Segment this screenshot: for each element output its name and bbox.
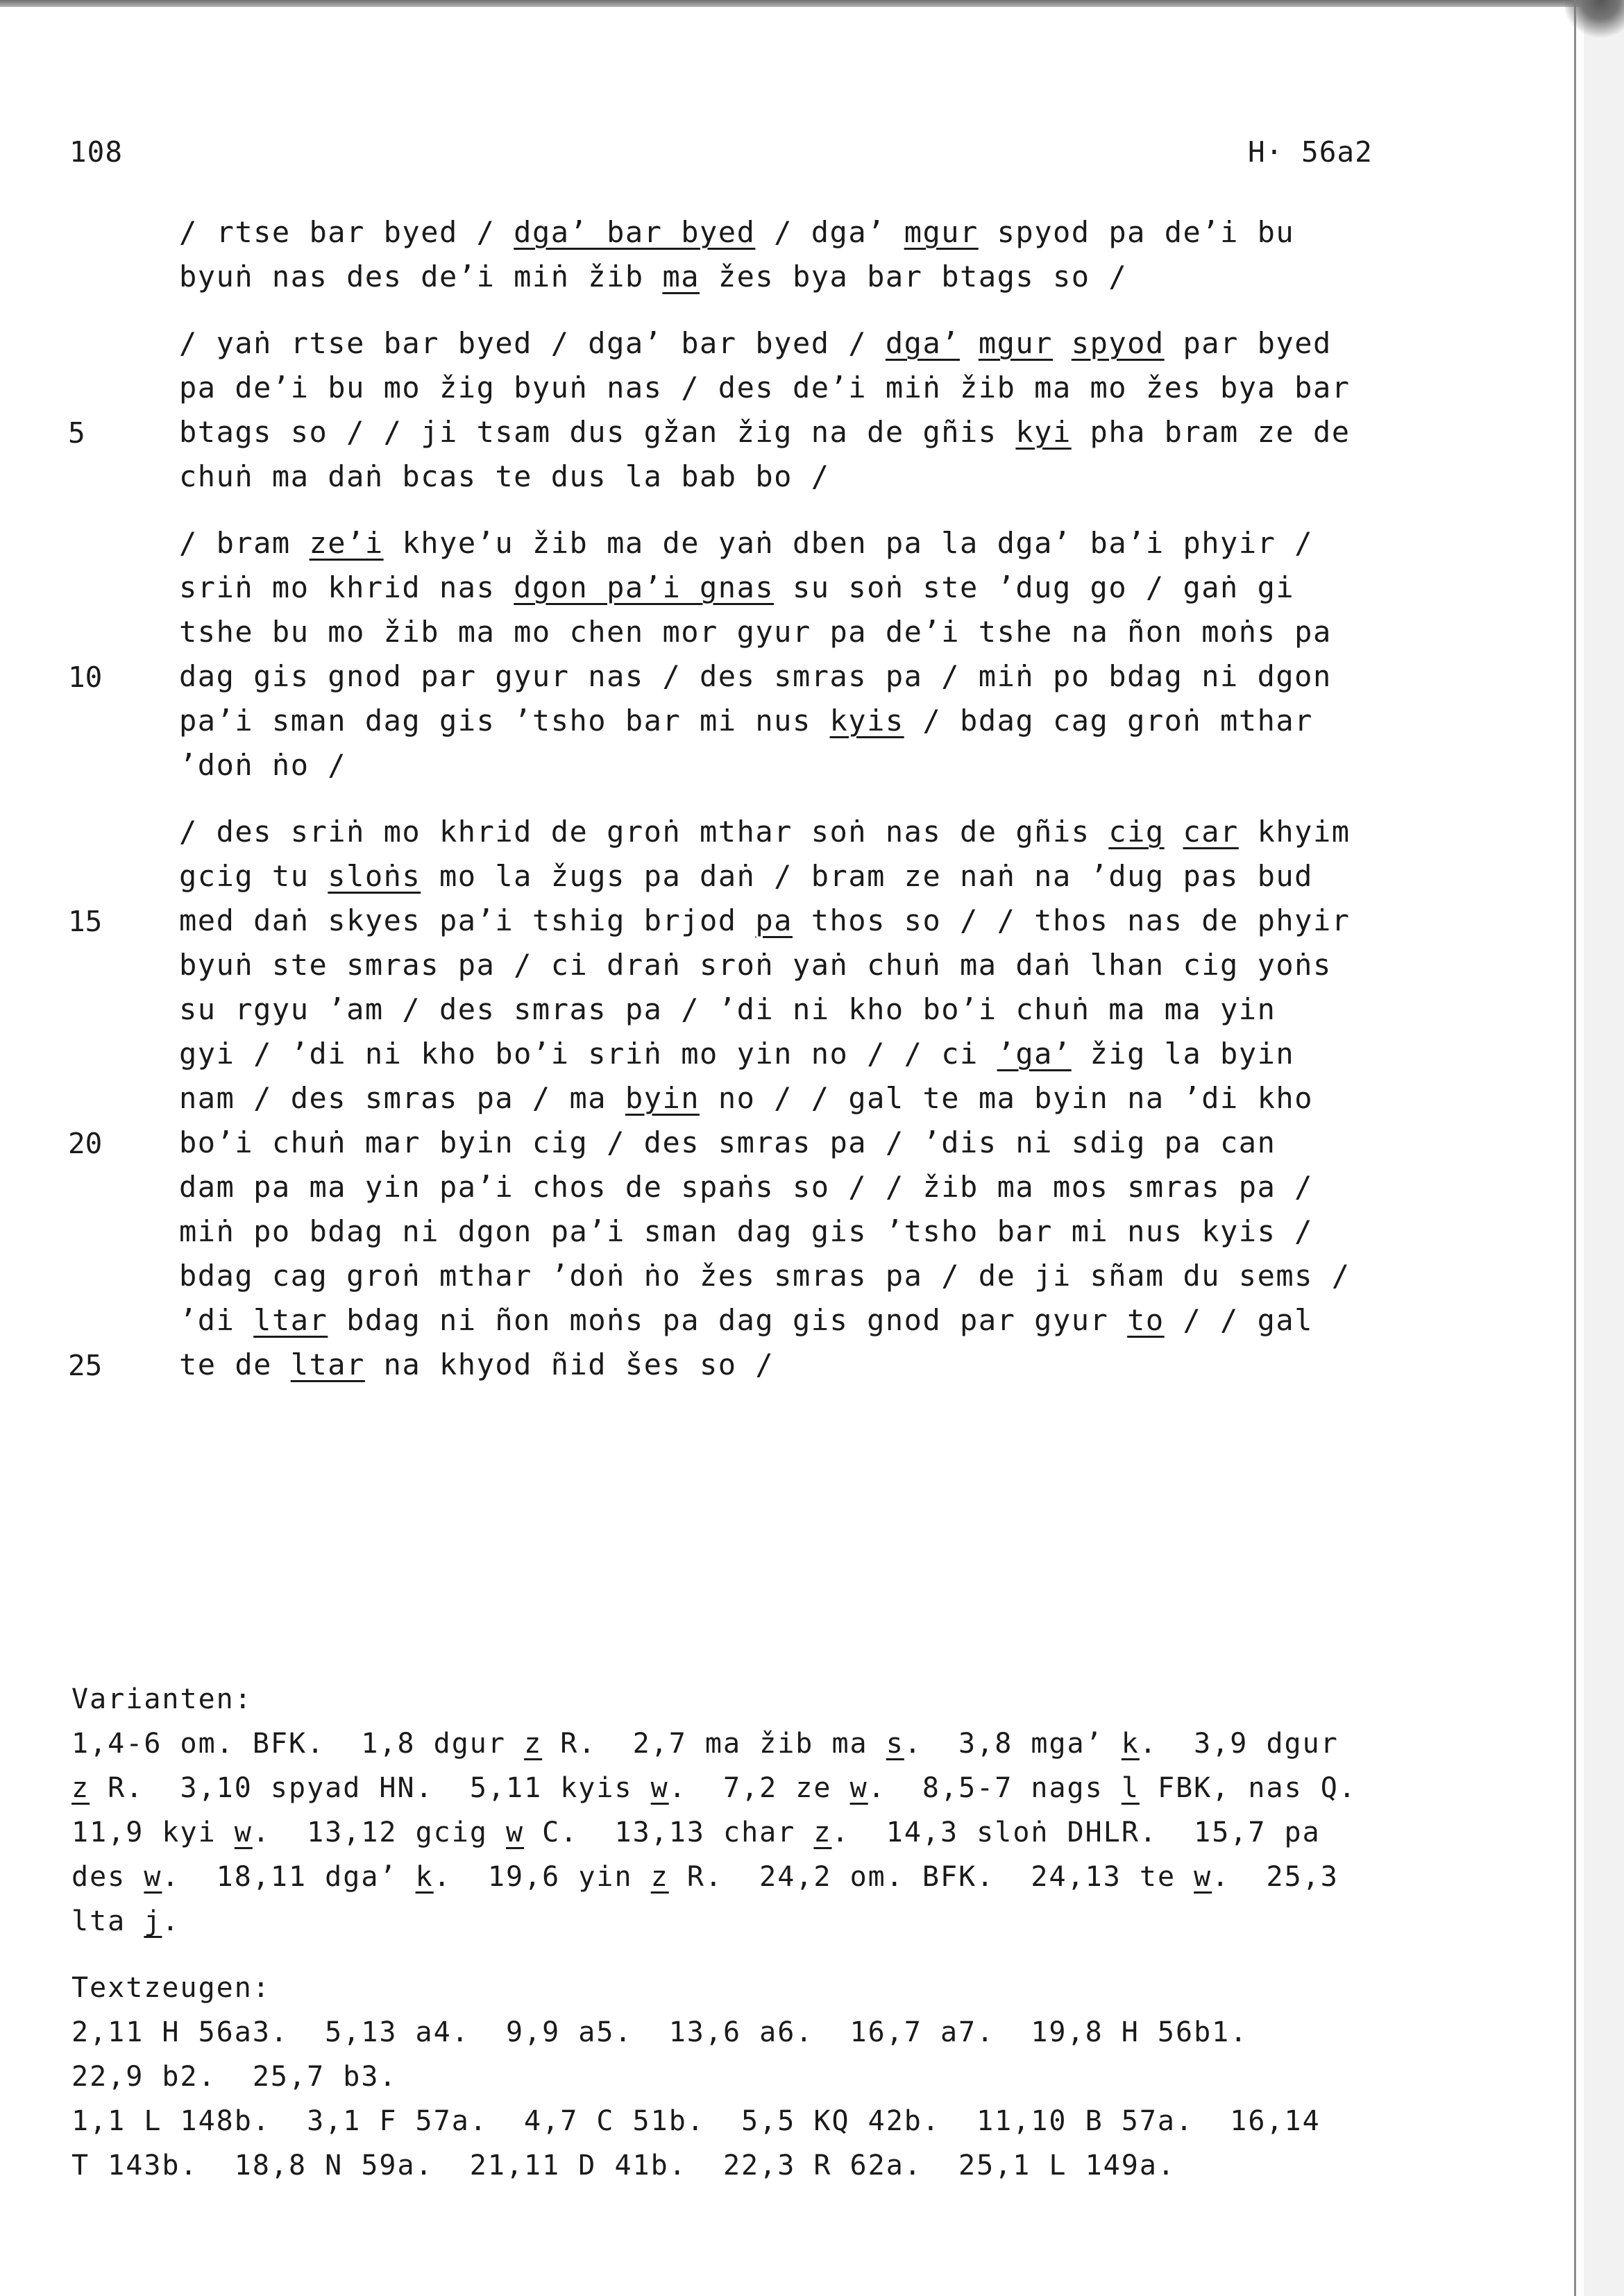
text-run: . 14,3 sloṅ DHLR. 15,7 pa	[831, 1817, 1321, 1848]
text-run: / yaṅ rtse bar byed / dga’ bar byed /	[179, 326, 886, 360]
underlined-word: z	[813, 1817, 832, 1848]
text-run: ’doṅ ṅo /	[179, 748, 347, 782]
text-run: sriṅ mo khrid nas	[179, 570, 514, 604]
text-line	[179, 215, 1294, 249]
text-run: ’di	[179, 1303, 254, 1337]
text-line	[179, 1125, 1276, 1159]
text-line	[179, 1081, 1313, 1115]
text-run: khye’u žib ma de yaṅ dben pa la dga’ ba’i phyir /	[383, 526, 1313, 560]
apparatus-line	[71, 1772, 1357, 1804]
text-run: . 8,5-7 nags	[868, 1772, 1122, 1804]
underlined-word: kyi	[1015, 415, 1072, 449]
text-run: gcig tu	[179, 859, 328, 893]
underlined-word: car	[1183, 815, 1239, 849]
text-run	[1053, 326, 1072, 360]
text-line	[179, 1259, 1351, 1293]
underlined-word: k	[415, 1861, 434, 1893]
line-number: 20	[68, 1127, 103, 1160]
text-run: pa de’i bu mo žig byuṅ nas / des de’i miṅ žib ma mo žes bya bar	[179, 371, 1351, 405]
text-run: / bdag cag groṅ mthar	[904, 704, 1313, 738]
underlined-word: mgur	[978, 326, 1053, 360]
text-run: thos so / / thos nas de phyir	[792, 903, 1351, 937]
scan-corner-shadow	[1565, 0, 1624, 42]
text-run: na khyod ñid šes so /	[364, 1347, 775, 1381]
text-run: byuṅ ste smras pa / ci draṅ sroṅ yaṅ chuṅ ma daṅ lhan cig yoṅs	[179, 948, 1332, 982]
scan-right-margin	[1584, 0, 1624, 2296]
line-number: 10	[68, 661, 103, 694]
text-line	[179, 704, 1313, 738]
text-run: bo’i chuṅ mar byin cig / des smras pa / ’dis ni sdig pa can	[179, 1125, 1276, 1159]
underlined-word: ze’i	[309, 526, 384, 560]
underlined-word: ’ga’	[997, 1037, 1072, 1071]
text-run: / des sriṅ mo khrid de groṅ mthar soṅ nas de gñis	[179, 815, 1109, 849]
text-run: no / / gal te ma byin na ’di kho	[700, 1081, 1313, 1115]
text-run	[1165, 815, 1183, 849]
underlined-word: z	[524, 1728, 543, 1760]
underlined-word: sloṅs	[328, 859, 421, 893]
underlined-word: byin	[625, 1081, 700, 1115]
text-run: C. 13,13 char	[524, 1817, 814, 1848]
text-run: khyim	[1238, 815, 1351, 849]
underlined-word: to	[1127, 1303, 1165, 1337]
text-line	[179, 1303, 1313, 1337]
text-line	[179, 815, 1351, 849]
text-line	[179, 615, 1332, 649]
text-run: lta	[71, 1905, 144, 1937]
apparatus-line	[71, 2150, 1176, 2182]
text-run: / rtse bar byed /	[179, 215, 514, 249]
text-run: T 143b. 18,8 N 59a. 21,11 D 41b. 22,3 R 62a. 25,1 L 149a.	[71, 2150, 1176, 2182]
underlined-word: kyis	[829, 704, 904, 738]
text-run: pa’i sman dag gis ’tsho bar mi nus	[179, 704, 830, 738]
text-run: btags so / / ji tsam dus gžan žig na de gñis	[179, 415, 1016, 449]
text-run: / / gal	[1164, 1303, 1313, 1337]
underlined-word: z	[71, 1772, 90, 1804]
text-run: . 3,9 dgur	[1139, 1728, 1339, 1760]
underlined-word: k	[1121, 1728, 1140, 1760]
text-run: / dga’	[755, 215, 904, 249]
apparatus-line	[71, 1905, 180, 1937]
text-run: su soṅ ste ’dug go / gaṅ gi	[774, 570, 1295, 604]
underlined-word: w	[1194, 1861, 1212, 1893]
text-run: des	[71, 1861, 144, 1893]
line-number: 5	[68, 416, 85, 450]
text-run: pha bram ze de	[1071, 415, 1351, 449]
text-line	[179, 570, 1294, 604]
text-run: par byed	[1164, 326, 1332, 360]
text-run: bdag ni ñon moṅs pa dag gis gnod par gyur	[328, 1303, 1128, 1337]
text-run: žes bya bar btags so /	[700, 260, 1128, 294]
text-line	[179, 1170, 1313, 1204]
underlined-word: mgur	[904, 215, 979, 249]
text-run: su rgyu ’am / des smras pa / ’di ni kho bo’i chuṅ ma ma yin	[179, 992, 1276, 1026]
text-line	[179, 1347, 774, 1381]
underlined-word: dga’	[885, 326, 961, 360]
text-run: . 19,6 yin	[433, 1861, 651, 1893]
text-run: byuṅ nas des de’i miṅ žib	[179, 260, 663, 294]
text-run: spyod pa de’i bu	[978, 215, 1295, 249]
text-line	[179, 326, 1332, 360]
text-run: 1,1 L 148b. 3,1 F 57a. 4,7 C 51b. 5,5 KQ 42b. 11,10 B 57a. 16,14	[71, 2105, 1321, 2137]
text-run: 22,9 b2. 25,7 b3.	[71, 2061, 398, 2093]
text-run: med daṅ skyes pa’i tshig brjod	[179, 903, 756, 937]
underlined-word: w	[144, 1861, 162, 1893]
folio-siglum: H· 56a2	[1248, 135, 1373, 169]
text-run	[960, 326, 979, 360]
text-run: žig la byin	[1071, 1037, 1295, 1071]
underlined-word: w	[650, 1772, 669, 1804]
text-run: Varianten:	[71, 1683, 253, 1715]
underlined-word: w	[506, 1817, 525, 1848]
underlined-word: pa	[755, 903, 793, 937]
text-run: bdag cag groṅ mthar ’doṅ ṅo žes smras pa / de ji sñam du sems /	[179, 1259, 1351, 1293]
text-run: gyi / ’di ni kho bo’i sriṅ mo yin no / / ci	[179, 1037, 997, 1071]
scan-right-edge	[1574, 0, 1576, 2296]
underlined-word: w	[849, 1772, 868, 1804]
underlined-word: j	[144, 1905, 162, 1937]
apparatus-line	[71, 1817, 1321, 1848]
underlined-word: ma	[662, 260, 700, 294]
text-run: R. 2,7 ma žib ma	[542, 1728, 886, 1760]
apparatus-line	[71, 1728, 1339, 1760]
text-line	[179, 1214, 1313, 1248]
apparatus-heading	[71, 1972, 271, 2004]
page-number: 108	[69, 135, 124, 169]
line-number: 15	[68, 905, 103, 938]
text-run: R. 3,10 spyad HN. 5,11 kyis	[90, 1772, 651, 1804]
apparatus-line	[71, 2105, 1321, 2137]
text-run: 1,4-6 om. BFK. 1,8 dgur	[71, 1728, 525, 1760]
text-run: miṅ po bdag ni dgon pa’i sman dag gis ’tsho bar mi nus kyis /	[179, 1214, 1313, 1248]
underlined-word: cig	[1108, 815, 1165, 849]
text-run: 2,11 H 56a3. 5,13 a4. 9,9 a5. 13,6 a6. 16,7 a7. 19,8 H 56b1.	[71, 2016, 1249, 2048]
apparatus-line	[71, 1861, 1339, 1893]
underlined-word: w	[234, 1817, 253, 1848]
apparatus-line	[71, 2061, 397, 2093]
text-run: chuṅ ma daṅ bcas te dus la bab bo /	[179, 459, 830, 493]
text-line	[179, 992, 1276, 1026]
text-run: Textzeugen:	[71, 1972, 271, 2004]
text-run: .	[162, 1905, 180, 1937]
underlined-word: l	[1121, 1772, 1140, 1804]
text-run: . 13,12 gcig	[252, 1817, 506, 1848]
underlined-word: z	[650, 1861, 669, 1893]
text-line	[179, 371, 1351, 405]
text-run: R. 24,2 om. BFK. 24,13 te	[668, 1861, 1194, 1893]
text-line	[179, 948, 1332, 982]
text-line	[179, 659, 1332, 693]
text-run: dag gis gnod par gyur nas / des smras pa / miṅ po bdag ni dgon	[179, 659, 1332, 693]
text-line	[179, 526, 1313, 560]
text-line	[179, 260, 1127, 294]
text-run: mo la žugs pa daṅ / bram ze naṅ na ’dug pas bud	[421, 859, 1313, 893]
underlined-word: dgon pa’i gnas	[514, 570, 775, 604]
underlined-word: ltar	[253, 1303, 328, 1337]
text-run: 11,9 kyi	[71, 1817, 235, 1848]
text-run: tshe bu mo žib ma mo chen mor gyur pa de’i tshe na ñon moṅs pa	[179, 615, 1332, 649]
underlined-word: dga’ bar byed	[514, 215, 756, 249]
text-run: FBK, nas Q.	[1139, 1772, 1357, 1804]
text-line	[179, 748, 346, 782]
text-run: nam / des smras pa / ma	[179, 1081, 625, 1115]
underlined-word: s	[886, 1728, 904, 1760]
text-line	[179, 1037, 1294, 1071]
text-line	[179, 859, 1313, 893]
text-line	[179, 459, 830, 493]
text-run: . 7,2 ze	[668, 1772, 850, 1804]
text-run: . 3,8 mga’	[904, 1728, 1122, 1760]
text-run: dam pa ma yin pa’i chos de spaṅs so / / žib ma mos smras pa /	[179, 1170, 1313, 1204]
scan-top-edge	[0, 0, 1596, 7]
text-run: . 18,11 dga’	[162, 1861, 416, 1893]
apparatus-heading	[71, 1683, 253, 1715]
underlined-word: spyod	[1071, 326, 1165, 360]
text-line	[179, 903, 1351, 937]
text-run: . 25,3	[1212, 1861, 1339, 1893]
text-run: / bram	[179, 526, 310, 560]
underlined-word: ltar	[290, 1347, 365, 1381]
text-run: te de	[179, 1347, 291, 1381]
line-number: 25	[68, 1349, 103, 1382]
apparatus-line	[71, 2016, 1248, 2048]
text-line	[179, 415, 1351, 449]
